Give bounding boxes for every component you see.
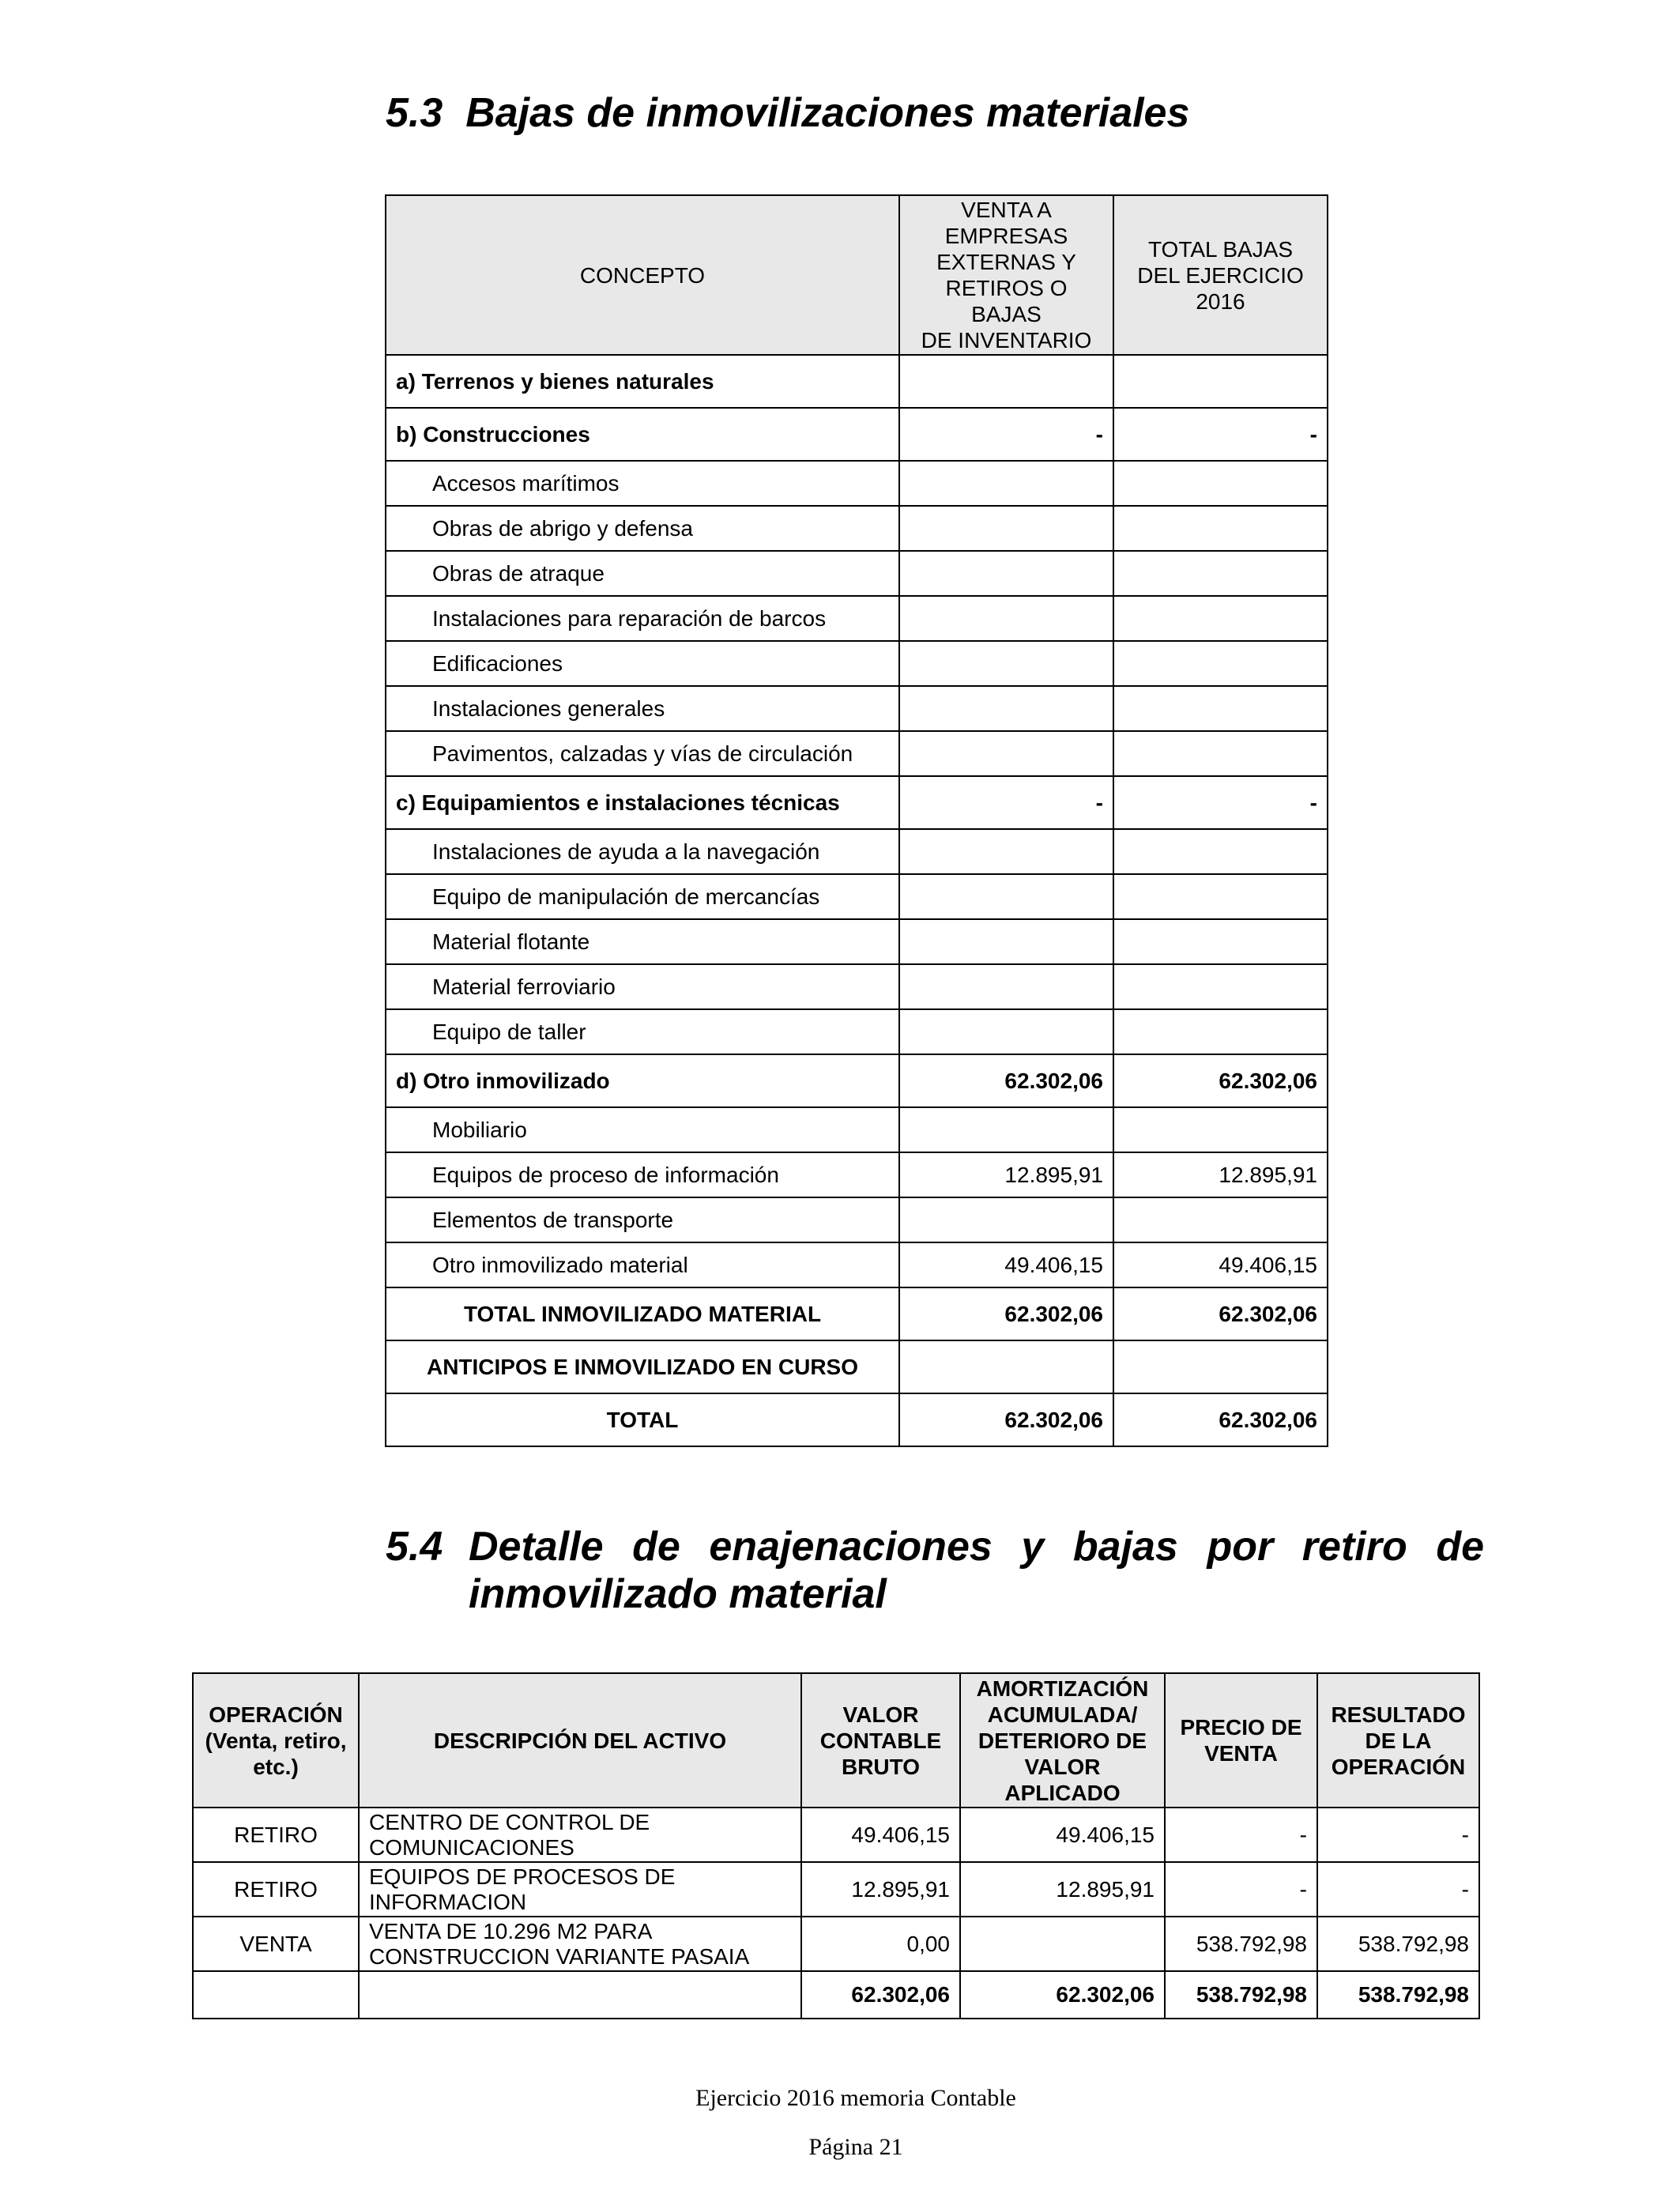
row-total xyxy=(1113,1009,1328,1054)
header-concepto: CONCEPTO xyxy=(386,195,899,355)
row-total xyxy=(1113,686,1328,731)
row-label: TOTAL xyxy=(386,1393,899,1446)
row-label: Obras de atraque xyxy=(386,551,899,596)
footer-title: Ejercicio 2016 memoria Contable xyxy=(695,2085,1016,2111)
row-venta xyxy=(899,355,1113,408)
row-descripcion: VENTA DE 10.296 M2 PARA CONSTRUCCION VARIANTE PASAIA xyxy=(359,1917,801,1971)
row-resultado: - xyxy=(1317,1808,1479,1862)
table-row xyxy=(386,408,1328,461)
row-total: 12.895,91 xyxy=(1113,1152,1328,1197)
row-valor: 49.406,15 xyxy=(801,1808,960,1862)
row-total xyxy=(1113,1107,1328,1152)
page-number: Página 21 xyxy=(808,2134,903,2160)
row-resultado: 538.792,98 xyxy=(1317,1917,1479,1971)
table-row xyxy=(386,776,1328,829)
row-venta: 62.302,06 xyxy=(899,1287,1113,1340)
row-label: Edificaciones xyxy=(386,641,899,686)
header-operacion: OPERACIÓN (Venta, retiro, etc.) xyxy=(193,1673,359,1808)
row-precio: 538.792,98 xyxy=(1165,1917,1317,1971)
row-valor: 0,00 xyxy=(801,1917,960,1971)
row-venta xyxy=(899,506,1113,551)
section-number: 5.4 xyxy=(386,1524,443,1570)
row-total: 62.302,06 xyxy=(1113,1393,1328,1446)
row-label: Equipo de taller xyxy=(386,1009,899,1054)
header-total: TOTAL BAJAS DEL EJERCICIO 2016 xyxy=(1113,195,1328,355)
enajenaciones-table xyxy=(192,1672,1480,2019)
table-row xyxy=(386,1009,1328,1054)
bajas-table xyxy=(385,194,1328,1447)
row-label: Mobiliario xyxy=(386,1107,899,1152)
table-row xyxy=(386,874,1328,919)
row-total: 62.302,06 xyxy=(1113,1287,1328,1340)
row-label: Elementos de transporte xyxy=(386,1197,899,1242)
totals-precio: 538.792,98 xyxy=(1165,1971,1317,2019)
row-total: - xyxy=(1113,408,1328,461)
row-total xyxy=(1113,461,1328,506)
table-row xyxy=(193,1808,1479,1862)
table-row xyxy=(386,1393,1328,1446)
row-venta xyxy=(899,829,1113,874)
header-amortizacion: AMORTIZACIÓN ACUMULADA/ DETERIORO DE VALOR APLICADO xyxy=(960,1673,1165,1808)
row-label: Obras de abrigo y defensa xyxy=(386,506,899,551)
row-label: a) Terrenos y bienes naturales xyxy=(386,355,899,408)
section-title-line2: inmovilizado material xyxy=(469,1571,887,1617)
row-venta: 62.302,06 xyxy=(899,1393,1113,1446)
row-label: ANTICIPOS E INMOVILIZADO EN CURSO xyxy=(386,1340,899,1393)
table-row xyxy=(386,919,1328,964)
row-precio: - xyxy=(1165,1862,1317,1917)
table-row xyxy=(386,1197,1328,1242)
table-row xyxy=(386,1340,1328,1393)
row-label: c) Equipamientos e instalaciones técnicas xyxy=(386,776,899,829)
row-venta xyxy=(899,641,1113,686)
table-row xyxy=(386,731,1328,776)
row-venta: - xyxy=(899,776,1113,829)
row-label: Material ferroviario xyxy=(386,964,899,1009)
totals-valor: 62.302,06 xyxy=(801,1971,960,2019)
row-venta: 62.302,06 xyxy=(899,1054,1113,1107)
totals-operacion xyxy=(193,1971,359,2019)
row-total xyxy=(1113,919,1328,964)
bajas-header-row xyxy=(386,195,1328,355)
row-label: Instalaciones de ayuda a la navegación xyxy=(386,829,899,874)
table-row xyxy=(386,686,1328,731)
table-row xyxy=(386,1287,1328,1340)
row-resultado: - xyxy=(1317,1862,1479,1917)
row-label: Instalaciones generales xyxy=(386,686,899,731)
row-label: Material flotante xyxy=(386,919,899,964)
row-descripcion: EQUIPOS DE PROCESOS DE INFORMACION xyxy=(359,1862,801,1917)
row-label: Accesos marítimos xyxy=(386,461,899,506)
totals-resultado: 538.792,98 xyxy=(1317,1971,1479,2019)
row-label: Otro inmovilizado material xyxy=(386,1242,899,1287)
row-venta xyxy=(899,1340,1113,1393)
section-number: 5.3 xyxy=(386,90,443,136)
row-venta: 49.406,15 xyxy=(899,1242,1113,1287)
row-total xyxy=(1113,506,1328,551)
header-resultado: RESULTADO DE LA OPERACIÓN xyxy=(1317,1673,1479,1808)
header-venta: VENTA A EMPRESAS EXTERNAS Y RETIROS O BAJAS DE INVENTARIO xyxy=(899,195,1113,355)
row-venta: 12.895,91 xyxy=(899,1152,1113,1197)
totals-descripcion xyxy=(359,1971,801,2019)
row-total xyxy=(1113,641,1328,686)
row-label: Pavimentos, calzadas y vías de circulación xyxy=(386,731,899,776)
row-venta xyxy=(899,1009,1113,1054)
row-valor: 12.895,91 xyxy=(801,1862,960,1917)
row-total xyxy=(1113,731,1328,776)
row-venta xyxy=(899,964,1113,1009)
row-label: d) Otro inmovilizado xyxy=(386,1054,899,1107)
row-total: 49.406,15 xyxy=(1113,1242,1328,1287)
row-precio: - xyxy=(1165,1808,1317,1862)
row-venta xyxy=(899,919,1113,964)
table-row xyxy=(386,829,1328,874)
table-row xyxy=(386,964,1328,1009)
table-row xyxy=(386,1242,1328,1287)
enajenaciones-header-row xyxy=(193,1673,1479,1808)
row-label: Equipos de proceso de información xyxy=(386,1152,899,1197)
row-venta xyxy=(899,731,1113,776)
row-operacion: RETIRO xyxy=(193,1862,359,1917)
table-row xyxy=(386,596,1328,641)
table-row xyxy=(386,1054,1328,1107)
row-total xyxy=(1113,829,1328,874)
row-label: Equipo de manipulación de mercancías xyxy=(386,874,899,919)
table-row xyxy=(193,1917,1479,1971)
row-total: 62.302,06 xyxy=(1113,1054,1328,1107)
row-total xyxy=(1113,551,1328,596)
row-label: b) Construcciones xyxy=(386,408,899,461)
row-total: - xyxy=(1113,776,1328,829)
table-row xyxy=(386,641,1328,686)
row-total xyxy=(1113,1340,1328,1393)
table-row xyxy=(386,551,1328,596)
row-label: TOTAL INMOVILIZADO MATERIAL xyxy=(386,1287,899,1340)
row-venta xyxy=(899,1197,1113,1242)
table-row xyxy=(386,506,1328,551)
row-label: Instalaciones para reparación de barcos xyxy=(386,596,899,641)
totals-amortizacion: 62.302,06 xyxy=(960,1971,1165,2019)
row-venta: - xyxy=(899,408,1113,461)
row-total xyxy=(1113,964,1328,1009)
row-venta xyxy=(899,1107,1113,1152)
row-venta xyxy=(899,461,1113,506)
row-amortizacion: 49.406,15 xyxy=(960,1808,1165,1862)
row-venta xyxy=(899,874,1113,919)
row-total xyxy=(1113,874,1328,919)
table-row xyxy=(386,355,1328,408)
section-title: Bajas de inmovilizaciones materiales xyxy=(465,90,1190,136)
totals-row xyxy=(193,1971,1479,2019)
section-5-3-heading xyxy=(386,90,1189,136)
table-row xyxy=(193,1862,1479,1917)
table-row xyxy=(386,461,1328,506)
row-operacion: VENTA xyxy=(193,1917,359,1971)
row-venta xyxy=(899,686,1113,731)
header-valor: VALOR CONTABLE BRUTO xyxy=(801,1673,960,1808)
row-descripcion: CENTRO DE CONTROL DE COMUNICACIONES xyxy=(359,1808,801,1862)
row-venta xyxy=(899,596,1113,641)
row-total xyxy=(1113,355,1328,408)
table-row xyxy=(386,1152,1328,1197)
header-precio: PRECIO DE VENTA xyxy=(1165,1673,1317,1808)
row-operacion: RETIRO xyxy=(193,1808,359,1862)
row-total xyxy=(1113,1197,1328,1242)
row-amortizacion: 12.895,91 xyxy=(960,1862,1165,1917)
row-total xyxy=(1113,596,1328,641)
row-venta xyxy=(899,551,1113,596)
section-title-line1: Detalle de enajenaciones y bajas por retiro de xyxy=(469,1524,1484,1570)
header-descripcion: DESCRIPCIÓN DEL ACTIVO xyxy=(359,1673,801,1808)
row-amortizacion xyxy=(960,1917,1165,1971)
table-row xyxy=(386,1107,1328,1152)
